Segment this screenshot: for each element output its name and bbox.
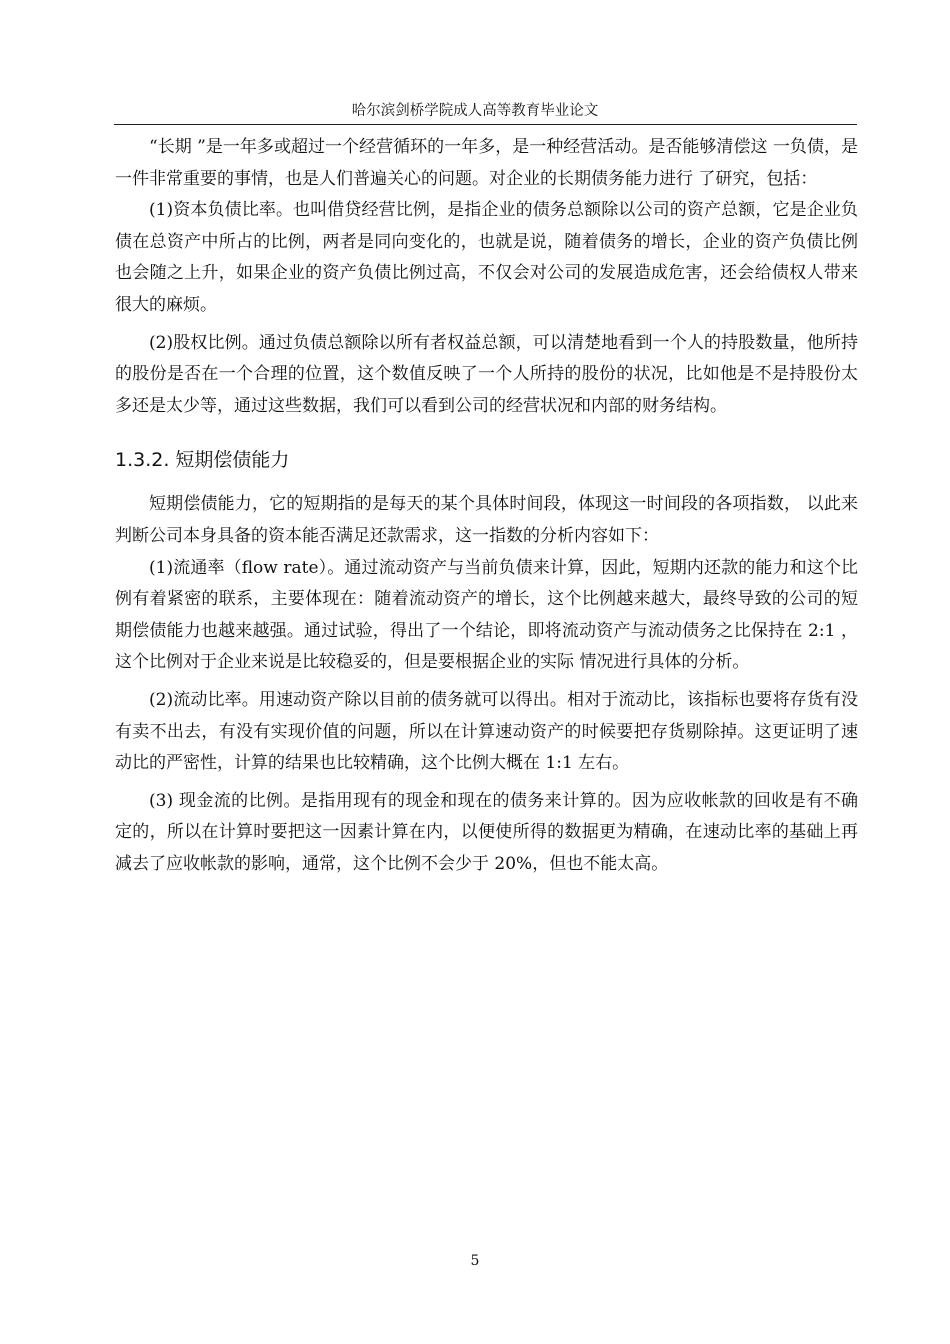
- page-number: 5: [470, 1253, 480, 1269]
- document-body: [115, 132, 858, 880]
- flow-rate-paragraph: (1)流通率（flow rate）。通过流动资产与当前负债来计算，因此，短期内还款的能力和这个比例有着紧密的联系，主要体现在：随着流动资产的增长，这个比例越来越大，最终导致的公司的短期偿债能力也越来越强。通过试验，得出了一个结论，即将流动资产与流动债务之比保持在 2:1 ，这个比例对于企业来说是比较稳妥的，但是要根据企业的实际 情况进行具体的分析。: [115, 557, 858, 673]
- short-term-intro-paragraph: 短期偿债能力，它的短期指的是每天的某个具体时间段，体现这一时间段的各项指数， 以此来判断公司本身具备的资本能否满足还款需求，这一指数的分析内容如下：: [115, 494, 858, 546]
- section-heading: 1.3.2. 短期偿债能力: [115, 449, 290, 472]
- header-divider: [114, 124, 857, 125]
- long-term-intro-paragraph: “长期 ”是一年多或超过一个经营循环的一年多，是一种经营活动。是否能够清偿这 一负债，是一件非常重要的事情，也是人们普遍关心的问题。对企业的长期债务能力进行 了研究，包括：: [115, 137, 858, 189]
- page-header-title: 哈尔滨剑桥学院成人高等教育毕业论文: [351, 103, 599, 119]
- cash-flow-ratio-paragraph: (3) 现金流的比例。是指用现有的现金和现在的债务来计算的。因为应收帐款的回收是有不确定的，所以在计算时要把这一因素计算在内，以便使所得的数据更为精确，在速动比率的基础上再减去了应收帐款的影响，通常，这个比例不会少于 20%，但也不能太高。: [115, 790, 858, 874]
- quick-ratio-paragraph: (2)流动比率。用速动资产除以目前的债务就可以得出。相对于流动比，该指标也要将存货有没有卖不出去，有没有实现价值的问题，所以在计算速动资产的时候要把存货剔除掉。这更证明了速动比的严密性，计算的结果也比较精确，这个比例大概在 1:1 左右。: [115, 689, 858, 774]
- debt-ratio-paragraph: (1)资本负债比率。也叫借贷经营比例，是指企业的债务总额除以公司的资产总额，它是企业负债在总资产中所占的比例，两者是同向变化的，也就是说，随着债务的增长，企业的资产负债比例也会随之上升，如果企业的资产负债比例过高，不仅会对公司的发展造成危害，还会给债权人带来很大的麻烦。: [115, 200, 858, 315]
- equity-ratio-paragraph: (2)股权比例。通过负债总额除以所有者权益总额，可以清楚地看到一个人的持股数量，他所持的股份是否在一个合理的位置，这个数值反映了一个人所持的股份的状况，比如他是不是持股份太多还是太少等，通过这些数据，我们可以看到公司的经营状况和内部的财务结构。: [115, 332, 858, 416]
